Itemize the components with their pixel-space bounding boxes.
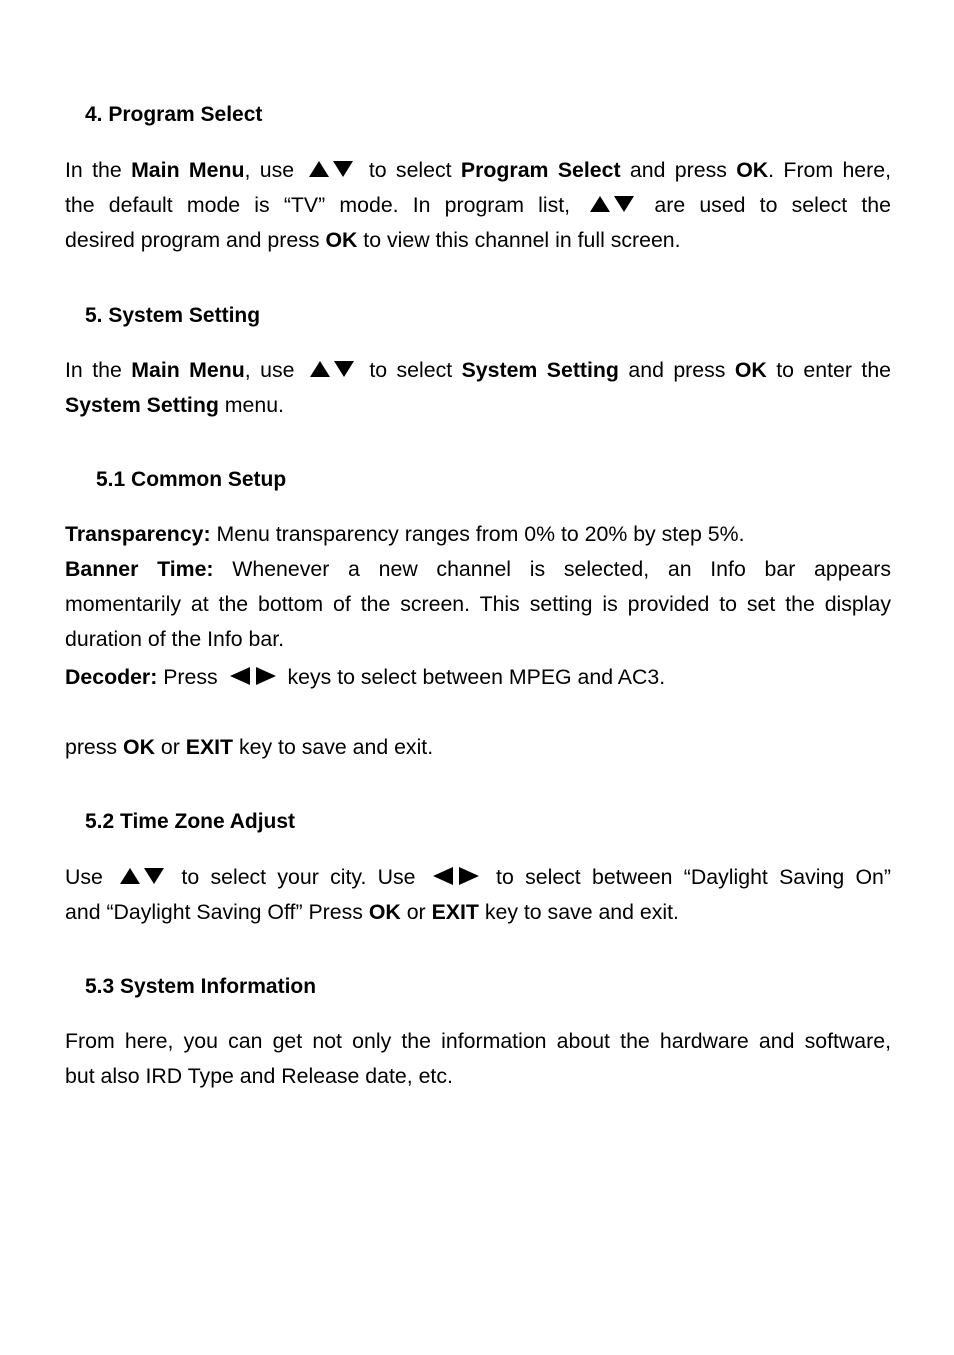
bold-text: EXIT (431, 900, 479, 924)
decoder-line (65, 660, 891, 695)
text: key to save and exit. (478, 900, 679, 924)
section-5-1-paragraph (65, 517, 891, 657)
bold-text: OK (123, 735, 155, 759)
section-4-paragraph (65, 153, 891, 258)
decoder-label: Decoder: (65, 665, 158, 689)
section-5-2-paragraph (65, 860, 891, 930)
text: and press (618, 358, 735, 382)
text: . From here, (768, 158, 892, 182)
section-5-paragraph (65, 353, 891, 423)
section-4-line-3 (65, 223, 891, 258)
section-5-2-line-1 (65, 860, 891, 895)
text: to select between “Daylight Saving On” (484, 865, 891, 889)
text: but also IRD Type and Release date, etc. (65, 1064, 453, 1088)
banner-time-line-2 (65, 587, 891, 622)
banner-time-label: Banner Time: (65, 557, 214, 581)
section-5-3-line-2 (65, 1059, 891, 1094)
text: or (154, 735, 186, 759)
bold-text: System Setting (65, 393, 219, 417)
bold-text: OK (368, 900, 401, 924)
text: to select (359, 158, 461, 182)
text: or (400, 900, 432, 924)
up-down-arrows-icon (310, 360, 354, 378)
bold-text: Program Select (460, 158, 621, 182)
text: , use (244, 158, 304, 182)
section-4-line-1 (65, 153, 891, 188)
text: the default mode is “TV” mode. In program list, (65, 193, 585, 217)
text: Use (65, 865, 115, 889)
section-5-3-heading: 5.3 System Information (85, 975, 317, 998)
text: , use (244, 358, 304, 382)
section-5-3-paragraph (65, 1024, 891, 1094)
section-5-line-1 (65, 353, 891, 388)
transparency-line (65, 517, 891, 552)
transparency-label: Transparency: (65, 522, 211, 546)
up-down-arrows-icon (120, 867, 164, 885)
text: Whenever a new channel is selected, an Info bar appears (213, 557, 891, 581)
text: In the (65, 358, 132, 382)
text: key to save and exit. (233, 735, 434, 759)
text: From here, you can get not only the information about the hardware and software, (65, 1029, 891, 1053)
section-5-3-line-1 (65, 1024, 891, 1059)
bold-text: System Setting (461, 358, 619, 382)
banner-time-line-3 (65, 622, 891, 657)
left-right-arrows-icon (433, 867, 479, 885)
text: keys to select between MPEG and AC3. (281, 665, 666, 689)
text: duration of the Info bar. (65, 627, 285, 651)
section-5-2-line-2 (65, 895, 891, 930)
bold-text: OK (325, 228, 358, 252)
section-5-2-heading: 5.2 Time Zone Adjust (85, 810, 296, 833)
section-5-heading: 5. System Setting (85, 304, 261, 327)
text: momentarily at the bottom of the screen. This setting is provided to set the display (65, 592, 891, 616)
bold-text: OK (736, 158, 769, 182)
up-down-arrows-icon (309, 160, 353, 178)
text: desired program and press (65, 228, 326, 252)
left-right-arrows-icon (230, 667, 276, 685)
up-down-arrows-icon (590, 195, 634, 213)
bold-text: Main Menu (131, 358, 245, 382)
bold-text: Main Menu (131, 158, 245, 182)
text: In the (65, 158, 132, 182)
bold-text: OK (734, 358, 767, 382)
text: are used to select the (640, 193, 891, 217)
banner-time-line-1 (65, 552, 891, 587)
text: Menu transparency ranges from 0% to 20% by step 5%. (210, 522, 745, 546)
text: and press (620, 158, 737, 182)
section-4-line-2 (65, 188, 891, 223)
text: menu. (218, 393, 284, 417)
text: to select (359, 358, 462, 382)
text: press (65, 735, 123, 759)
section-5-line-2 (65, 388, 891, 423)
bold-text: EXIT (185, 735, 234, 759)
text: to view this channel in full screen. (357, 228, 681, 252)
decoder-paragraph (65, 660, 891, 695)
text: to enter the (766, 358, 892, 382)
section-5-1-heading: 5.1 Common Setup (96, 468, 287, 491)
text: to select your city. Use (170, 865, 427, 889)
section-4-heading: 4. Program Select (85, 103, 263, 126)
text: Press (157, 665, 224, 689)
save-line (65, 730, 891, 765)
text: and “Daylight Saving Off” Press (65, 900, 369, 924)
save-paragraph (65, 730, 891, 765)
